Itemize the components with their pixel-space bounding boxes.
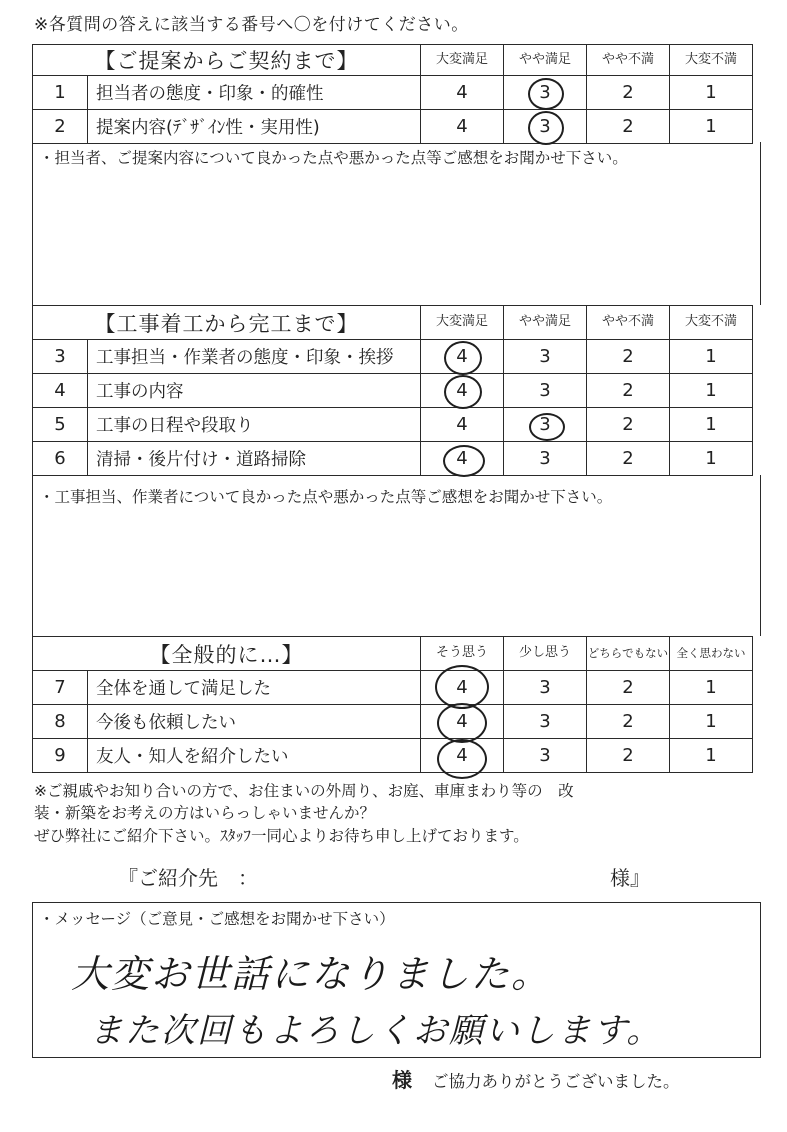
question-text: 今後も依頼したい [88,705,421,739]
option-3[interactable] [504,408,587,442]
option-value: 1 [705,677,717,698]
option-value: 3 [539,448,551,469]
option-value: 4 [456,380,468,401]
header-somewhat-satisfied: やや満足 [504,306,587,340]
option-3[interactable] [504,442,587,476]
option-1[interactable] [670,705,753,739]
comment-label: ・担当者、ご提案内容について良かった点や悪かった点等ご感想をお聞かせ下さい。 [39,149,628,167]
footer-thanks: ご協力ありがとうございました。 [432,1072,680,1091]
option-value: 4 [456,346,468,367]
question-text: 担当者の態度・印象・的確性 [88,76,421,110]
question-text: 提案内容(ﾃﾞｻﾞｲﾝ性・実用性) [88,110,421,144]
option-value: 2 [622,346,634,367]
header-very-satisfied: 大変満足 [421,306,504,340]
header-somewhat-dissatisfied: やや不満 [587,306,670,340]
option-2[interactable] [587,705,670,739]
option-value: 1 [705,346,717,367]
question-number: 1 [33,76,88,110]
option-value: 2 [622,380,634,401]
option-4[interactable] [421,705,504,739]
option-value: 1 [705,82,717,103]
option-value: 2 [622,414,634,435]
option-2[interactable] [587,110,670,144]
referral-note-line1: ※ご親戚やお知り合いの方で、お住まいの外周り、お庭、車庫まわり等の 改 [34,782,574,800]
option-4[interactable] [421,408,504,442]
question-number: 5 [33,408,88,442]
option-1[interactable] [670,442,753,476]
option-value: 4 [456,82,468,103]
header-somewhat-satisfied: やや満足 [504,45,587,76]
table-row [33,442,753,476]
option-2[interactable] [587,374,670,408]
option-4[interactable] [421,671,504,705]
option-4[interactable] [421,442,504,476]
referral-note-line2: 装・新築をお考えの方はいらっしゃいませんか？ [34,804,376,822]
section-title: 【全般的に…】 [33,637,421,671]
survey-table-construction [32,305,753,476]
section-title: 【ご提案からご契約まで】 [33,45,421,76]
option-value: 1 [705,745,717,766]
footer-sama: 様 [392,1068,412,1092]
option-value: 4 [456,711,468,732]
question-text: 友人・知人を紹介したい [88,739,421,773]
option-4[interactable] [421,739,504,773]
option-value: 4 [456,116,468,137]
header-agree: そう思う [421,637,504,671]
table-row [33,408,753,442]
table-row [33,110,753,144]
option-3[interactable] [504,374,587,408]
table-row [33,671,753,705]
question-number: 6 [33,442,88,476]
option-1[interactable] [670,110,753,144]
header-very-dissatisfied: 大変不満 [670,45,753,76]
comment-box-construction[interactable] [32,475,761,636]
option-value: 2 [622,82,634,103]
survey-table-general [32,636,753,773]
option-value: 3 [539,711,551,732]
question-text: 工事担当・作業者の態度・印象・挨拶 [88,340,421,374]
option-value: 4 [456,677,468,698]
option-value: 3 [539,745,551,766]
referral-suffix: 様』 [610,866,650,890]
question-text: 全体を通して満足した [88,671,421,705]
option-value: 4 [456,745,468,766]
option-2[interactable] [587,340,670,374]
option-value: 3 [539,82,551,103]
option-1[interactable] [670,408,753,442]
option-4[interactable] [421,110,504,144]
question-number: 9 [33,739,88,773]
option-value: 3 [539,346,551,367]
option-value: 3 [539,116,551,137]
option-value: 3 [539,380,551,401]
survey-table-proposal [32,44,753,144]
option-value: 3 [539,677,551,698]
instruction-text: ※各質問の答えに該当する番号へ〇を付けてください。 [34,15,469,35]
option-1[interactable] [670,739,753,773]
option-4[interactable] [421,374,504,408]
option-value: 4 [456,414,468,435]
question-number: 3 [33,340,88,374]
question-text: 清掃・後片付け・道路掃除 [88,442,421,476]
option-2[interactable] [587,739,670,773]
header-very-satisfied: 大変満足 [421,45,504,76]
handwritten-message-line1: 大変お世話になりました。 [71,952,552,996]
comment-label: ・工事担当、作業者について良かった点や悪かった点等ご感想をお聞かせ下さい。 [39,488,613,506]
message-box[interactable] [32,902,761,1058]
option-value: 3 [539,414,551,435]
option-4[interactable] [421,76,504,110]
referral-introducer-field[interactable] [118,862,650,891]
option-3[interactable] [504,76,587,110]
question-number: 2 [33,110,88,144]
header-neutral: どちらでもない [587,637,670,671]
option-2[interactable] [587,442,670,476]
option-3[interactable] [504,671,587,705]
table-row [33,340,753,374]
option-3[interactable] [504,340,587,374]
option-value: 1 [705,414,717,435]
question-number: 4 [33,374,88,408]
question-number: 7 [33,671,88,705]
option-2[interactable] [587,76,670,110]
referral-note-line3: ぜひ弊社にご紹介下さい。ｽﾀｯﾌ一同心よりお待ち申し上げております。 [34,827,529,845]
option-1[interactable] [670,76,753,110]
option-1[interactable] [670,340,753,374]
option-3[interactable] [504,110,587,144]
option-value: 2 [622,677,634,698]
question-number: 8 [33,705,88,739]
comment-box-proposal[interactable] [32,142,761,305]
table-row [33,76,753,110]
message-label: ・メッセージ（ご意見・ご感想をお聞かせ下さい） [39,910,395,928]
option-value: 2 [622,448,634,469]
option-value: 4 [456,448,468,469]
option-value: 2 [622,745,634,766]
header-disagree: 全く思わない [670,637,753,671]
option-1[interactable] [670,374,753,408]
question-text: 工事の内容 [88,374,421,408]
table-row [33,705,753,739]
option-3[interactable] [504,739,587,773]
option-2[interactable] [587,408,670,442]
header-very-dissatisfied: 大変不満 [670,306,753,340]
option-2[interactable] [587,671,670,705]
option-4[interactable] [421,340,504,374]
referral-label: 『ご紹介先 ： [118,866,258,890]
table-row [33,739,753,773]
option-value: 1 [705,448,717,469]
section-title: 【工事着工から完工まで】 [33,306,421,340]
option-value: 2 [622,116,634,137]
handwritten-message-line2: また次回もよろしくお願いします。 [89,1011,663,1051]
option-value: 1 [705,116,717,137]
question-text: 工事の日程や段取り [88,408,421,442]
header-somewhat-dissatisfied: やや不満 [587,45,670,76]
option-3[interactable] [504,705,587,739]
option-value: 2 [622,711,634,732]
option-1[interactable] [670,671,753,705]
option-value: 1 [705,380,717,401]
table-row [33,374,753,408]
header-somewhat-agree: 少し思う [504,637,587,671]
option-value: 1 [705,711,717,732]
